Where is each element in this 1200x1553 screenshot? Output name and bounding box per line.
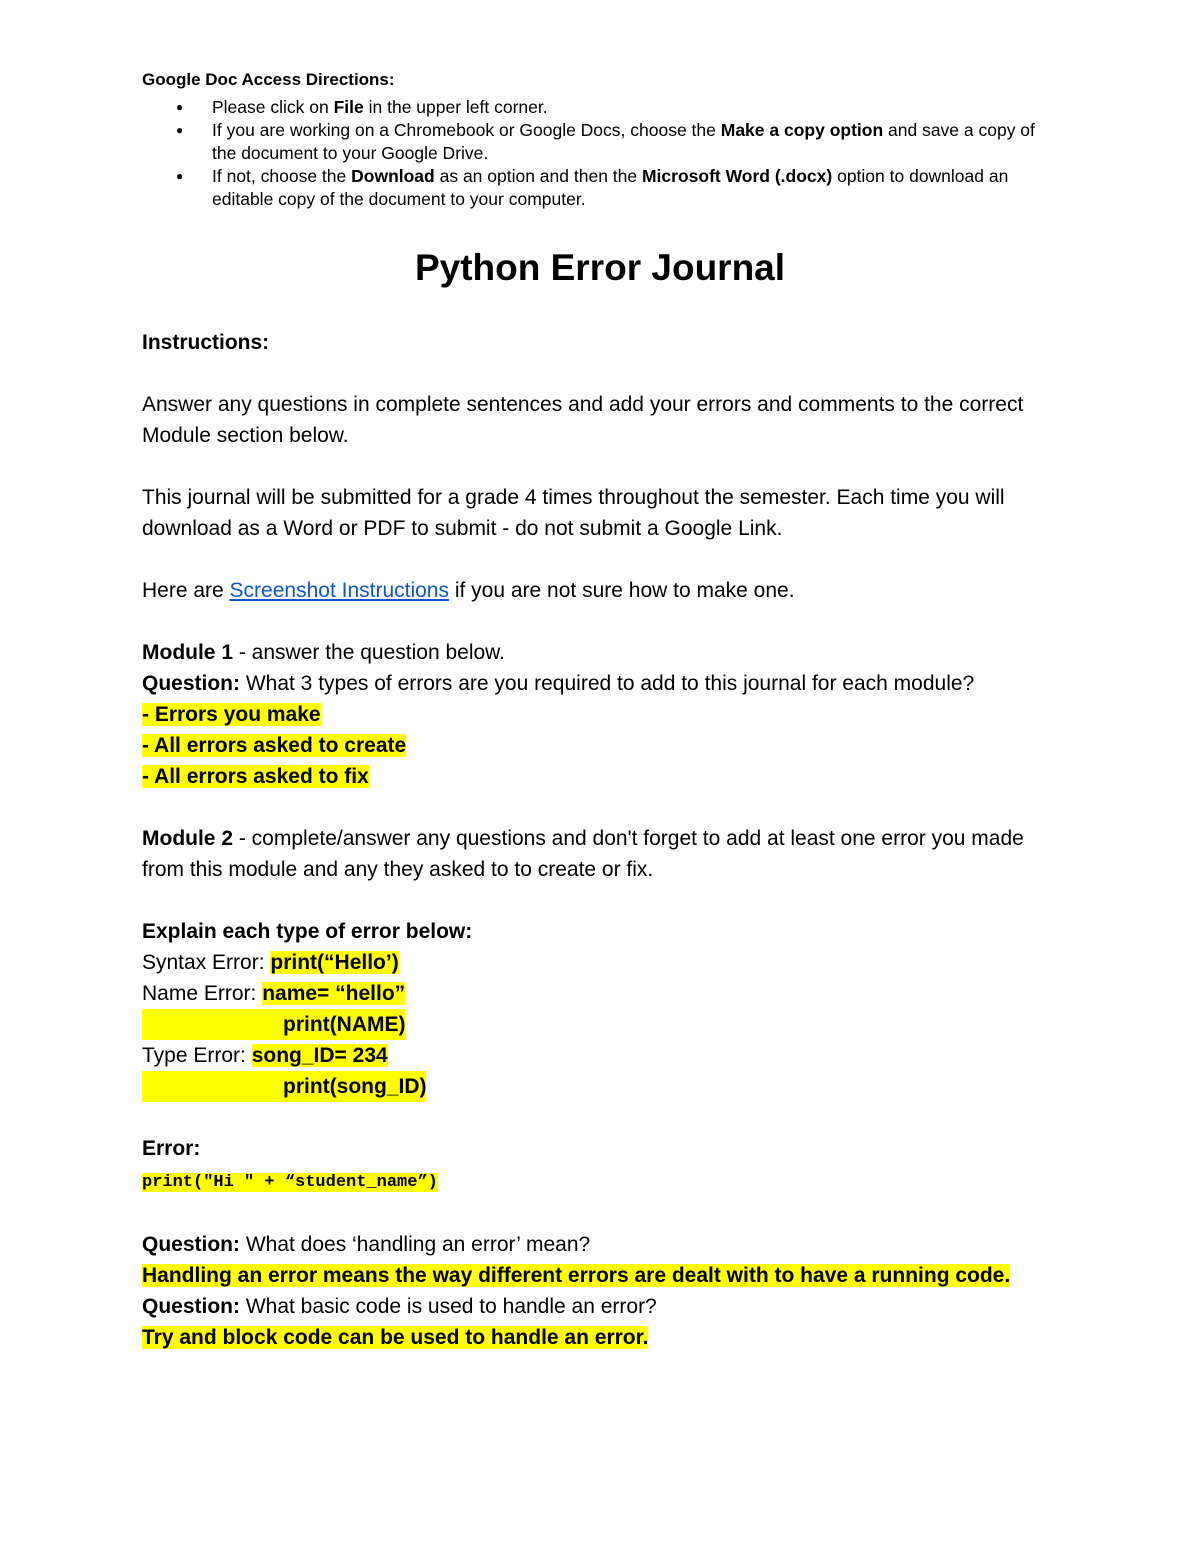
list-item	[212, 165, 1058, 211]
error-code-line	[142, 1164, 1058, 1198]
list-item	[212, 96, 1058, 119]
question-text: What basic code is used to handle an error?	[240, 1295, 657, 1318]
answer-text: - All errors asked to create	[142, 734, 407, 757]
question-1-answer	[142, 1260, 1058, 1291]
page-title: Python Error Journal	[414, 247, 786, 288]
item-text: as an option and then the	[434, 166, 642, 186]
item-text: If not, choose the	[212, 166, 352, 186]
item-text: and save a copy of the document to your Google Drive.	[212, 120, 1035, 163]
module2-intro	[142, 823, 1058, 885]
question-label: Question:	[142, 672, 240, 695]
instructions-heading: Instructions:	[142, 331, 270, 354]
module1-intro	[142, 637, 1058, 668]
type-error-line	[142, 1040, 1058, 1071]
question-label: Question:	[142, 1295, 240, 1318]
question-text: What does ‘handling an error’ mean?	[240, 1233, 591, 1256]
error-heading: Error:	[142, 1137, 201, 1160]
syntax-error-line	[142, 947, 1058, 978]
answer-text: Handling an error means the way different errors are dealt with to have a running code.	[142, 1264, 1011, 1287]
syntax-error-answer: print(“Hello’)	[270, 951, 399, 974]
syntax-error-label: Syntax Error:	[142, 951, 271, 974]
item-bold: Microsoft Word (.docx)	[641, 166, 833, 186]
question-1	[142, 1229, 1058, 1260]
paragraph-text: if you are not sure how to make one.	[449, 579, 795, 602]
item-text: in the upper left corner.	[363, 97, 548, 117]
explain-heading: Explain each type of error below:	[142, 920, 473, 943]
answer-text: Try and block code can be used to handle an error.	[142, 1326, 649, 1349]
access-directions-heading: Google Doc Access Directions:	[142, 70, 395, 89]
type-error-answer: song_ID= 234	[251, 1044, 388, 1067]
question-text: What 3 types of errors are you required to add to this journal for each module?	[240, 672, 975, 695]
module1-question	[142, 668, 1058, 699]
item-bold: File	[333, 97, 364, 117]
answer-text: - All errors asked to fix	[142, 765, 369, 788]
item-bold: Make a copy option	[720, 120, 884, 140]
answer-text: - Errors you make	[142, 703, 321, 726]
question-label: Question:	[142, 1233, 240, 1256]
module2-text: - complete/answer any questions and don't forget to add at least one error you made from this module and any they asked to to create or fix.	[142, 827, 1024, 881]
question-2	[142, 1291, 1058, 1322]
module1-answer	[142, 699, 1058, 730]
access-directions-list	[142, 96, 1058, 211]
module1-answer	[142, 730, 1058, 761]
module1-text: - answer the question below.	[233, 641, 506, 664]
item-text: If you are working on a Chromebook or Google Docs, choose the	[212, 120, 721, 140]
name-error-answer: name= “hello”	[262, 982, 406, 1005]
type-error-line-2	[142, 1071, 1058, 1102]
error-code: print("Hi " + “student_name”)	[142, 1173, 438, 1192]
item-bold: Download	[351, 166, 435, 186]
type-error-label: Type Error:	[142, 1044, 252, 1067]
screenshot-instructions-link[interactable]: Screenshot Instructions	[229, 579, 449, 602]
name-error-line	[142, 978, 1058, 1009]
module2-label: Module 2	[142, 827, 234, 850]
item-text: option to download an editable copy of the document to your computer.	[212, 166, 1009, 209]
item-text: Please click on	[212, 97, 334, 117]
paragraph-text: Here are	[142, 579, 230, 602]
type-error-answer: print(song_ID)	[142, 1071, 426, 1102]
module1-answer	[142, 761, 1058, 792]
name-error-line-2	[142, 1009, 1058, 1040]
name-error-answer: print(NAME)	[142, 1009, 405, 1040]
module1-label: Module 1	[142, 641, 234, 664]
instructions-paragraph	[142, 575, 1058, 606]
question-2-answer	[142, 1322, 1058, 1353]
instructions-paragraph: Answer any questions in complete sentences and add your errors and comments to the correct Module section below.	[142, 393, 1024, 447]
instructions-paragraph: This journal will be submitted for a grade 4 times throughout the semester. Each time you will download as a Word or PDF to submit - do not submit a Google Link.	[142, 486, 1005, 540]
name-error-label: Name Error:	[142, 982, 263, 1005]
list-item	[212, 119, 1058, 165]
